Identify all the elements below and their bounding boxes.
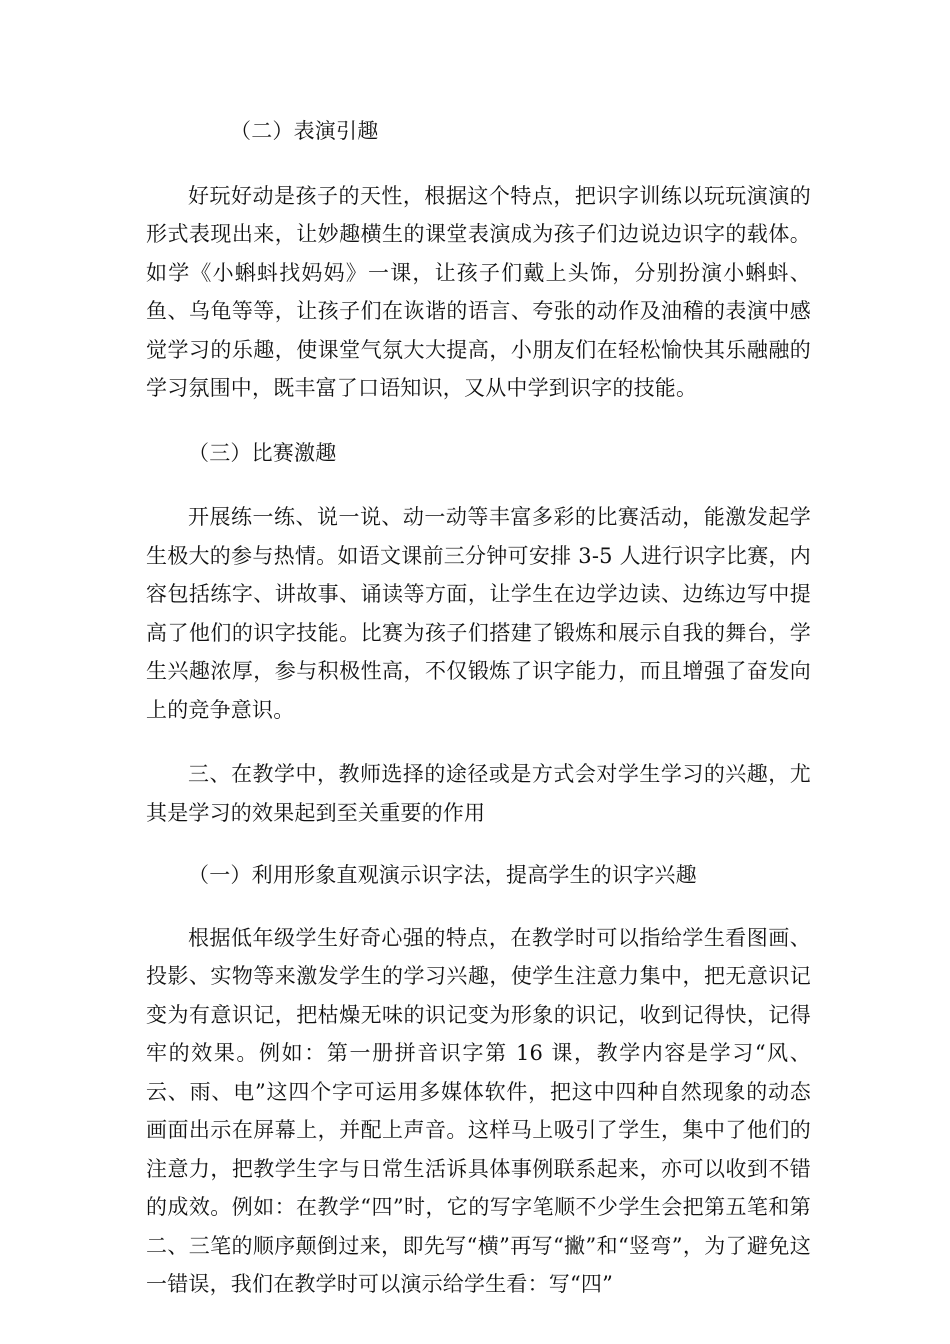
paragraph-visual-demo: 根据低年级学生好奇心强的特点，在教学时可以指给学生看图画、投影、实物等来激发学生的学习兴趣，使学生注意力集中，把无意识记变为有意识记，把枯燥无味的识记变为形象的识记，收到记得快，记得牢的效果。例如：第一册拼音识字第 16 课，教学内容是学习“风、云、雨、电”这四个字可运用多媒体软件，把这中四种自然现象的动态画面出示在屏幕上，并配上声音。这样马上吸引了学生，集中了他们的注意力，把教学生字与日常生活诉具体事例联系起来，亦可以收到不错的成效。例如：在教学“四”时，它的写字笔顺不少学生会把第五笔和第二、三笔的顺序颠倒过来，即先写“横”再写“撇”和“竖弯”，为了避免这一错误，我们在教学时可以演示给学生看：写“四” bbox=[146, 925, 811, 1296]
paragraph-performance: 好玩好动是孩子的天性，根据这个特点，把识字训练以玩玩演演的形式表现出来，让妙趣横生的课堂表演成为孩子们边说边识字的载体。如学《小蝌蚪找妈妈》一课，让孩子们戴上头饰，分别扮演小蝌蚪、鱼、乌龟等等，让孩子们在诙谐的语言、夸张的动作及油稽的表演中感觉学习的乐趣，使课堂气氛大大提高，小朋友们在轻松愉快其乐融融的学习氛围中，既丰富了口语知识，又从中学到识字的技能。 bbox=[146, 183, 811, 400]
document-body bbox=[146, 112, 811, 1304]
section-heading-3: 三、在教学中，教师选择的途径或是方式会对学生学习的兴趣，尤其是学习的效果起到至关重要的作用 bbox=[146, 762, 811, 825]
section-heading-3-1: （一）利用形象直观演示识字法，提高学生的识字兴趣 bbox=[188, 863, 697, 887]
section-heading-2-3: （三）比赛激趣 bbox=[188, 440, 337, 465]
paragraph-competition: 开展练一练、说一说、动一动等丰富多彩的比赛活动，能激发起学生极大的参与热情。如语文课前三分钟可安排 3-5 人进行识字比赛，内容包括练字、讲故事、诵读等方面，让学生在边学边读、边练边写中提高了他们的识字技能。比赛为孩子们搭建了锻炼和展示自我的舞台，学生兴趣浓厚，参与积极性高，不仅锻炼了识字能力，而且增强了奋发向上的竞争意识。 bbox=[146, 505, 811, 722]
section-heading-2-2: （二）表演引趣 bbox=[230, 119, 379, 143]
